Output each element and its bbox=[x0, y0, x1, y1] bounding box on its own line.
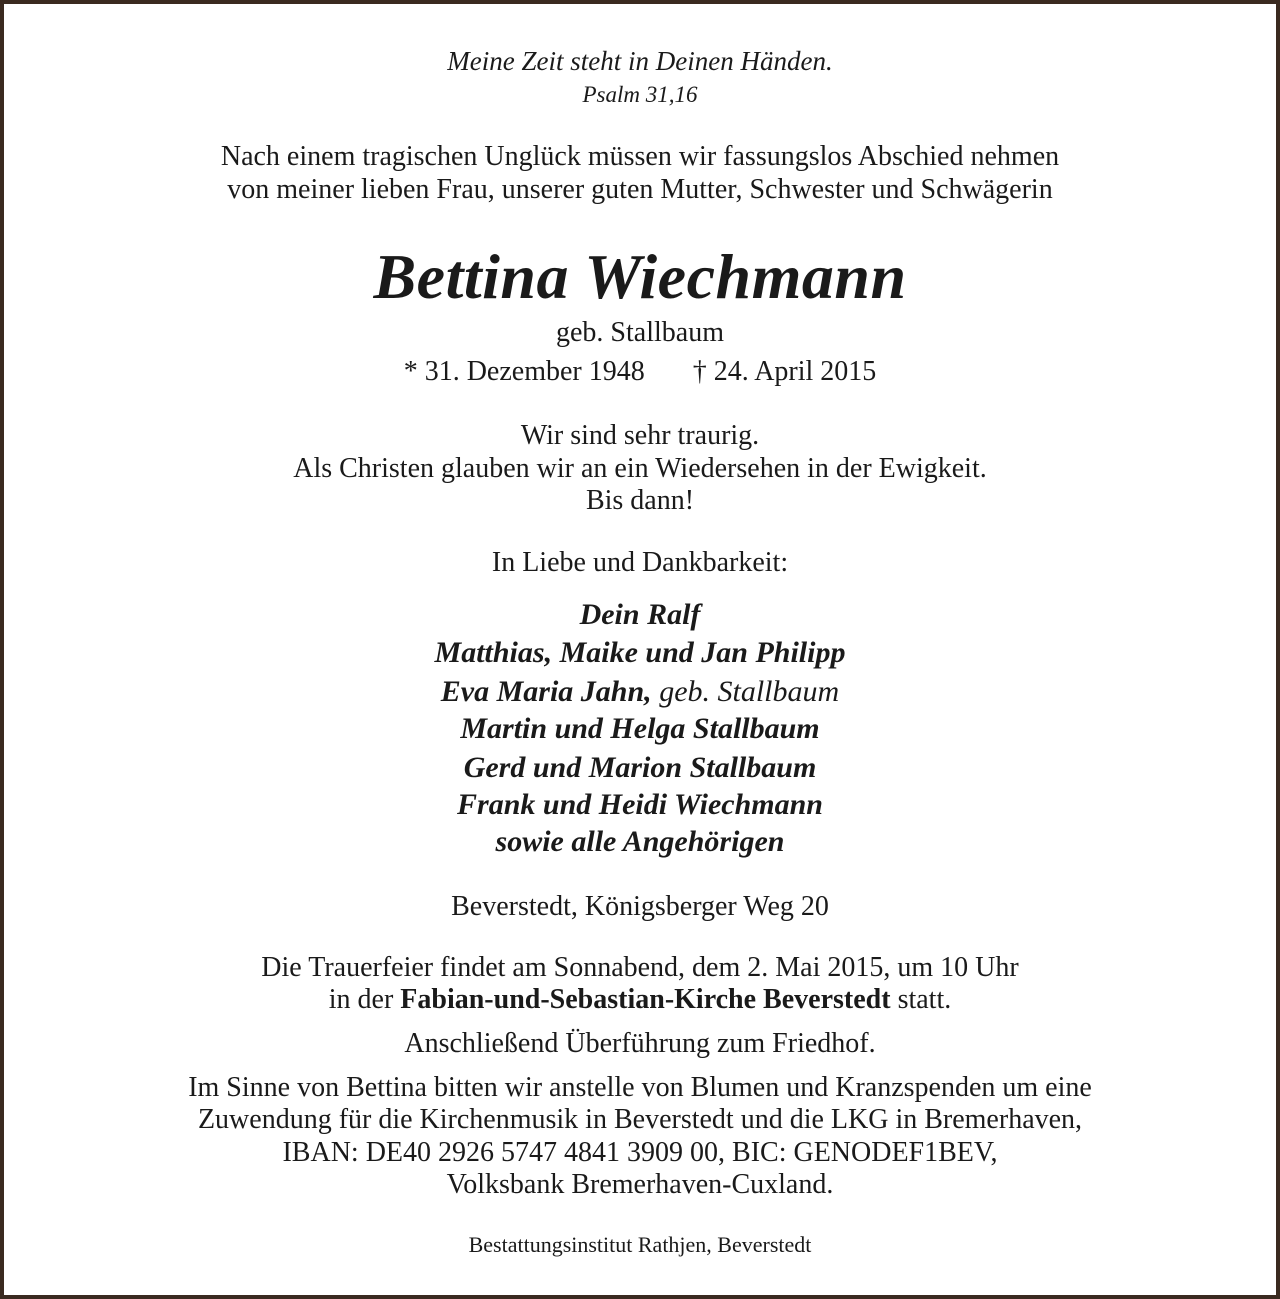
funeral-post: statt. bbox=[897, 984, 952, 1015]
mourner: Matthias, Maike und Jan Philipp bbox=[434, 636, 846, 669]
address: Beverstedt, Königsberger Weg 20 bbox=[451, 891, 829, 922]
donation-line: Zuwendung für die Kirchenmusik in Beverstedt und die LKG in Bremerhaven, bbox=[197, 1104, 1083, 1135]
mourner: Frank und Heidi Wiechmann bbox=[457, 788, 823, 821]
life-dates bbox=[4, 356, 1276, 388]
donation-line: Im Sinne von Bettina bitten wir anstelle von Blumen und Kranzspenden um eine bbox=[188, 1072, 1092, 1103]
donation-line: IBAN: DE40 2926 5747 4841 3909 00, BIC: GENODEF1BEV, bbox=[282, 1137, 998, 1168]
mourner-maiden-name: geb. Stallbaum bbox=[659, 675, 840, 708]
funeral-pre: in der bbox=[328, 984, 394, 1015]
mourner bbox=[4, 675, 1276, 709]
message-line: Als Christen glauben wir an ein Wiedersehen in der Ewigkeit. bbox=[293, 453, 987, 484]
message-line: Wir sind sehr traurig. bbox=[520, 420, 760, 451]
deceased-name: Bettina Wiechmann bbox=[373, 241, 907, 312]
donation-line: Volksbank Bremerhaven-Cuxland. bbox=[446, 1169, 834, 1200]
message-line: Bis dann! bbox=[585, 485, 695, 516]
psalm-reference: Psalm 31,16 bbox=[582, 82, 698, 107]
death-date: † 24. April 2015 bbox=[692, 356, 877, 387]
funeral-line: Anschließend Überführung zum Friedhof. bbox=[404, 1028, 876, 1059]
intro-line: Nach einem tragischen Unglück müssen wir fassungslos Abschied nehmen bbox=[220, 141, 1060, 172]
motto: Meine Zeit steht in Deinen Händen. bbox=[447, 46, 833, 76]
funeral-line bbox=[4, 984, 1276, 1016]
funeral-line: Die Trauerfeier findet am Sonnabend, dem 2. Mai 2015, um 10 Uhr bbox=[261, 952, 1019, 983]
maiden-name: geb. Stallbaum bbox=[556, 317, 724, 348]
intro-line: von meiner lieben Frau, unserer guten Mutter, Schwester und Schwägerin bbox=[227, 174, 1053, 205]
church-name: Fabian-und-Sebastian-Kirche Beverstedt bbox=[400, 984, 891, 1015]
thanks-line: In Liebe und Dankbarkeit: bbox=[491, 547, 789, 578]
mourner: Gerd und Marion Stallbaum bbox=[463, 751, 817, 784]
mourner: Martin und Helga Stallbaum bbox=[460, 712, 820, 745]
mourner-name: Eva Maria Jahn, bbox=[440, 675, 652, 708]
undertaker: Bestattungsinstitut Rathjen, Beverstedt bbox=[468, 1232, 812, 1257]
birth-date: * 31. Dezember 1948 bbox=[403, 356, 645, 387]
mourner: Dein Ralf bbox=[579, 598, 701, 631]
mourner: sowie alle Angehörigen bbox=[495, 825, 785, 858]
